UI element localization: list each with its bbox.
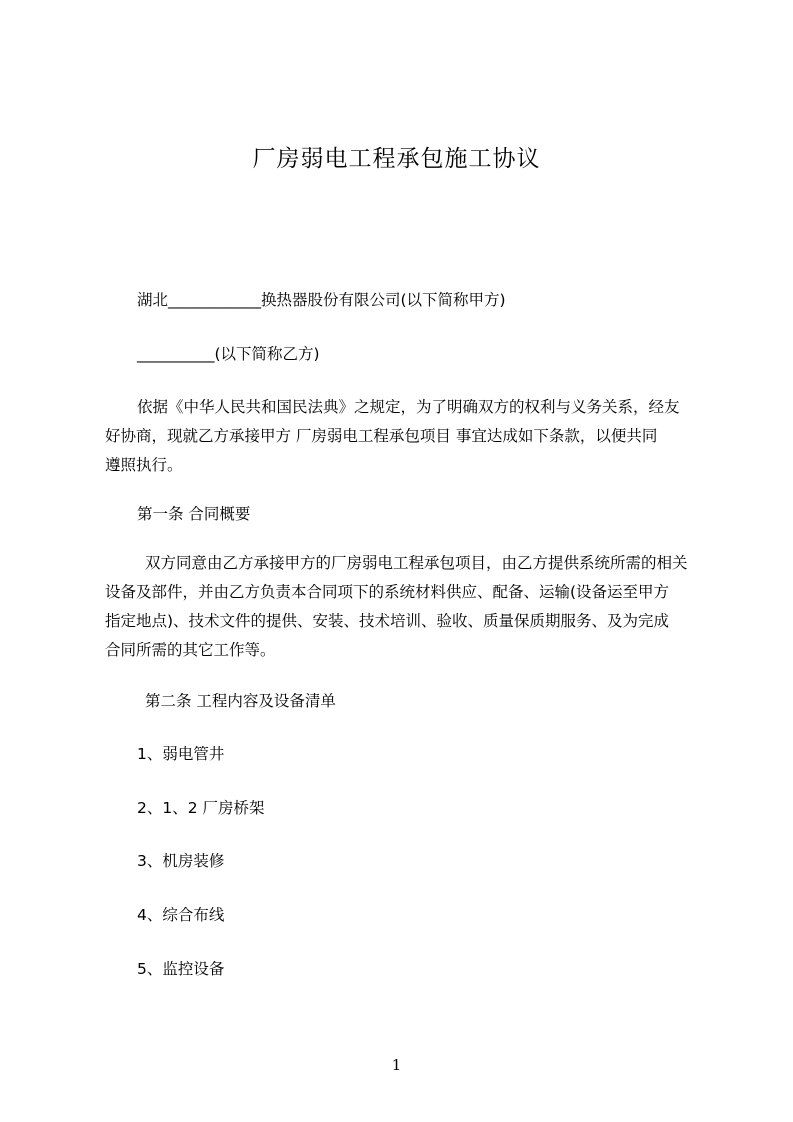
intro-line: 遵照执行。 [105,456,183,474]
article1-line: 合同所需的其它工作等。 [105,641,276,659]
article1-line: 指定地点)、技术文件的提供、安装、技术培训、验收、质量保质期服务、及为完成 [105,612,670,630]
article1-line: 设备及部件，并由乙方负责本合同项下的系统材料供应、配备、运输(设备运至甲方 [105,583,670,601]
list-item: 5、监控设备 [137,960,225,978]
page-number: 1 [391,1056,402,1074]
intro-line: 好协商，现就乙方承接甲方 厂房弱电工程承包项目 事宜达成如下条款，以便共同 [105,427,658,445]
list-item: 4、综合布线 [137,906,225,924]
article1-heading: 第一条 合同概要 [137,505,251,523]
party-b-line: __________(以下简称乙方) [137,345,320,363]
list-item: 2、1、2 厂房桥架 [137,799,265,817]
intro-line: 依据《中华人民共和国民法典》之规定，为了明确双方的权利与义务关系，经友 [137,398,680,416]
list-item: 3、机房装修 [137,852,225,870]
article2-heading: 第二条 工程内容及设备清单 [145,692,336,710]
party-a-line: 湖北____________换热器股份有限公司(以下简称甲方) [137,291,506,309]
intro-paragraph [105,393,680,480]
article1-line: 双方同意由乙方承接甲方的厂房弱电工程承包项目，由乙方提供系统所需的相关 [145,554,688,572]
list-item: 1、弱电管井 [137,745,225,763]
article1-body [105,549,688,665]
document-title: 厂房弱电工程承包施工协议 [252,146,541,172]
